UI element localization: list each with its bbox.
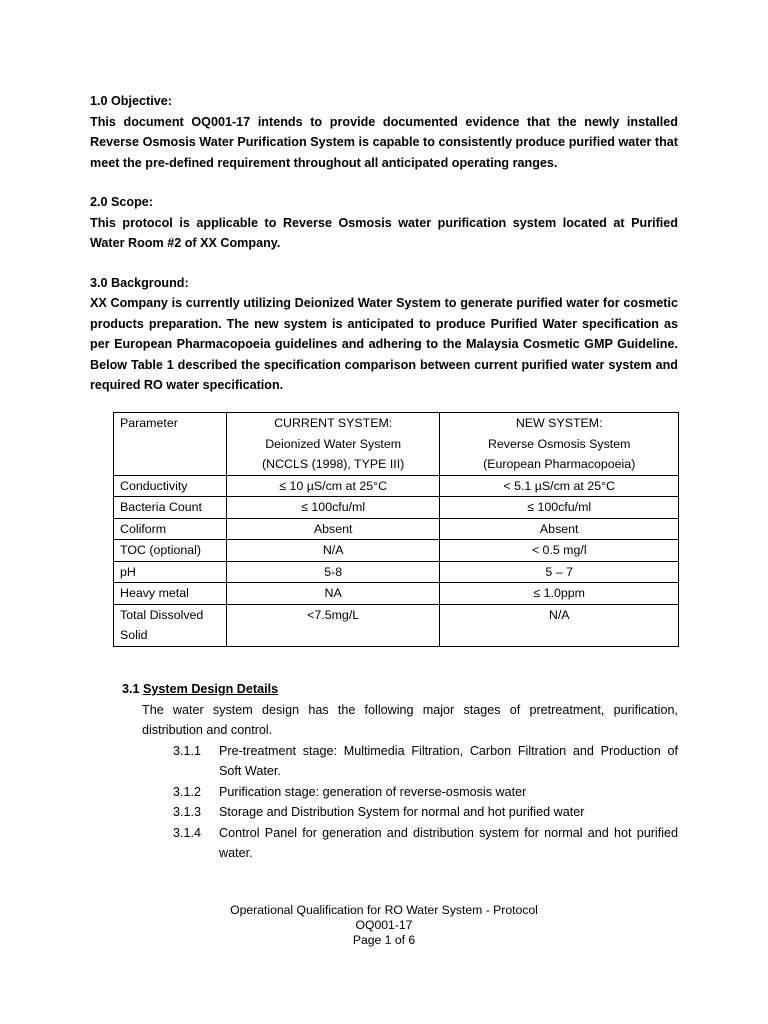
system-design-title: System Design Details bbox=[143, 682, 279, 696]
objective-section bbox=[90, 91, 678, 173]
background-section bbox=[90, 273, 678, 396]
header-current-line: Deionized Water System bbox=[265, 436, 402, 451]
system-design-heading bbox=[122, 679, 678, 700]
objective-text: This document OQ001-17 intends to provide documented evidence that the newly installed Reverse Osmosis Water Purification System is capable to consistently produce purified water that meet the pre-defined requirement throughout all anticipated operating ranges. bbox=[90, 114, 678, 170]
list-item bbox=[173, 802, 678, 823]
table-row bbox=[114, 518, 679, 540]
row-current-value: 5-8 bbox=[226, 561, 440, 583]
table-row bbox=[114, 583, 679, 605]
row-current-value: N/A bbox=[226, 540, 440, 562]
row-parameter: TOC (optional) bbox=[114, 540, 227, 562]
objective-heading: 1.0 Objective: bbox=[90, 94, 172, 108]
document-body bbox=[90, 91, 678, 415]
row-parameter: Bacteria Count bbox=[114, 497, 227, 519]
scope-heading: 2.0 Scope: bbox=[90, 195, 153, 209]
header-current-system bbox=[226, 413, 440, 476]
table-header-row bbox=[114, 413, 679, 476]
background-text: XX Company is currently utilizing Deionized Water System to generate purified water for cosmetic products preparation. The new system is anticipated to produce Purified Water specification as per European Pharmacopoeia guidelines and adhering to the Malaysia Cosmetic GMP Guideline. Below Table 1 described the specification comparison between current purified water system and required RO water specification. bbox=[90, 296, 678, 392]
specification-table bbox=[113, 412, 679, 647]
scope-section bbox=[90, 192, 678, 254]
row-new-value: ≤ 100cfu/ml bbox=[440, 497, 679, 519]
footer-title: Operational Qualification for RO Water System - Protocol bbox=[230, 903, 538, 917]
page-footer bbox=[0, 903, 768, 948]
system-design-section bbox=[122, 679, 678, 864]
system-design-intro: The water system design has the following major stages of pretreatment, purification, distribution and control. bbox=[142, 702, 678, 737]
header-new-system bbox=[440, 413, 679, 476]
header-current-line: (NCCLS (1998), TYPE III) bbox=[262, 457, 405, 471]
row-parameter: Total Dissolved Solid bbox=[114, 604, 227, 646]
row-current-value: ≤ 10 µS/cm at 25°C bbox=[226, 475, 440, 497]
row-new-value: ≤ 1.0ppm bbox=[440, 583, 679, 605]
header-new-line: NEW SYSTEM: bbox=[515, 416, 603, 430]
row-current-value: <7.5mg/L bbox=[226, 604, 440, 646]
header-new-line: Reverse Osmosis System bbox=[487, 436, 631, 451]
header-current-line: CURRENT SYSTEM: bbox=[274, 416, 393, 430]
row-parameter: Coliform bbox=[114, 518, 227, 540]
list-item-text: Pre-treatment stage: Multimedia Filtration, Carbon Filtration and Production of Soft Water. bbox=[219, 743, 678, 778]
row-new-value: < 5.1 µS/cm at 25°C bbox=[440, 475, 679, 497]
list-item-number: 3.1.1 bbox=[173, 743, 202, 758]
list-item-number: 3.1.4 bbox=[173, 825, 202, 840]
list-item bbox=[173, 741, 678, 782]
header-new-line: (European Pharmacopoeia) bbox=[483, 457, 636, 471]
table-row bbox=[114, 497, 679, 519]
list-item-text: Purification stage: generation of reverse-osmosis water bbox=[219, 784, 527, 799]
background-heading: 3.0 Background: bbox=[90, 275, 189, 290]
header-parameter: Parameter bbox=[114, 413, 227, 476]
table-row bbox=[114, 540, 679, 562]
table-row bbox=[114, 561, 679, 583]
scope-text: This protocol is applicable to Reverse Osmosis water purification system located at Purified Water Room #2 of XX Company. bbox=[90, 215, 678, 250]
table-row bbox=[114, 604, 679, 646]
row-parameter: pH bbox=[114, 561, 227, 583]
list-item-text: Control Panel for generation and distribution system for normal and hot purified water. bbox=[219, 825, 678, 860]
list-item bbox=[173, 823, 678, 864]
row-current-value: Absent bbox=[226, 518, 440, 540]
row-new-value: 5 – 7 bbox=[440, 561, 679, 583]
row-parameter: Conductivity bbox=[114, 475, 227, 497]
list-item-number: 3.1.3 bbox=[173, 805, 202, 819]
row-current-value: ≤ 100cfu/ml bbox=[226, 497, 440, 519]
list-item bbox=[173, 782, 678, 803]
row-new-value: N/A bbox=[440, 604, 679, 646]
table-row bbox=[114, 475, 679, 497]
system-design-number: 3.1 bbox=[122, 682, 140, 696]
row-parameter: Heavy metal bbox=[114, 583, 227, 605]
footer-page-number: Page 1 of 6 bbox=[352, 933, 416, 947]
row-current-value: NA bbox=[226, 583, 440, 605]
list-item-text: Storage and Distribution System for normal and hot purified water bbox=[219, 805, 585, 819]
list-item-number: 3.1.2 bbox=[173, 784, 202, 799]
row-new-value: < 0.5 mg/l bbox=[440, 540, 679, 562]
row-new-value: Absent bbox=[440, 518, 679, 540]
footer-doc-number: OQ001-17 bbox=[355, 918, 413, 932]
